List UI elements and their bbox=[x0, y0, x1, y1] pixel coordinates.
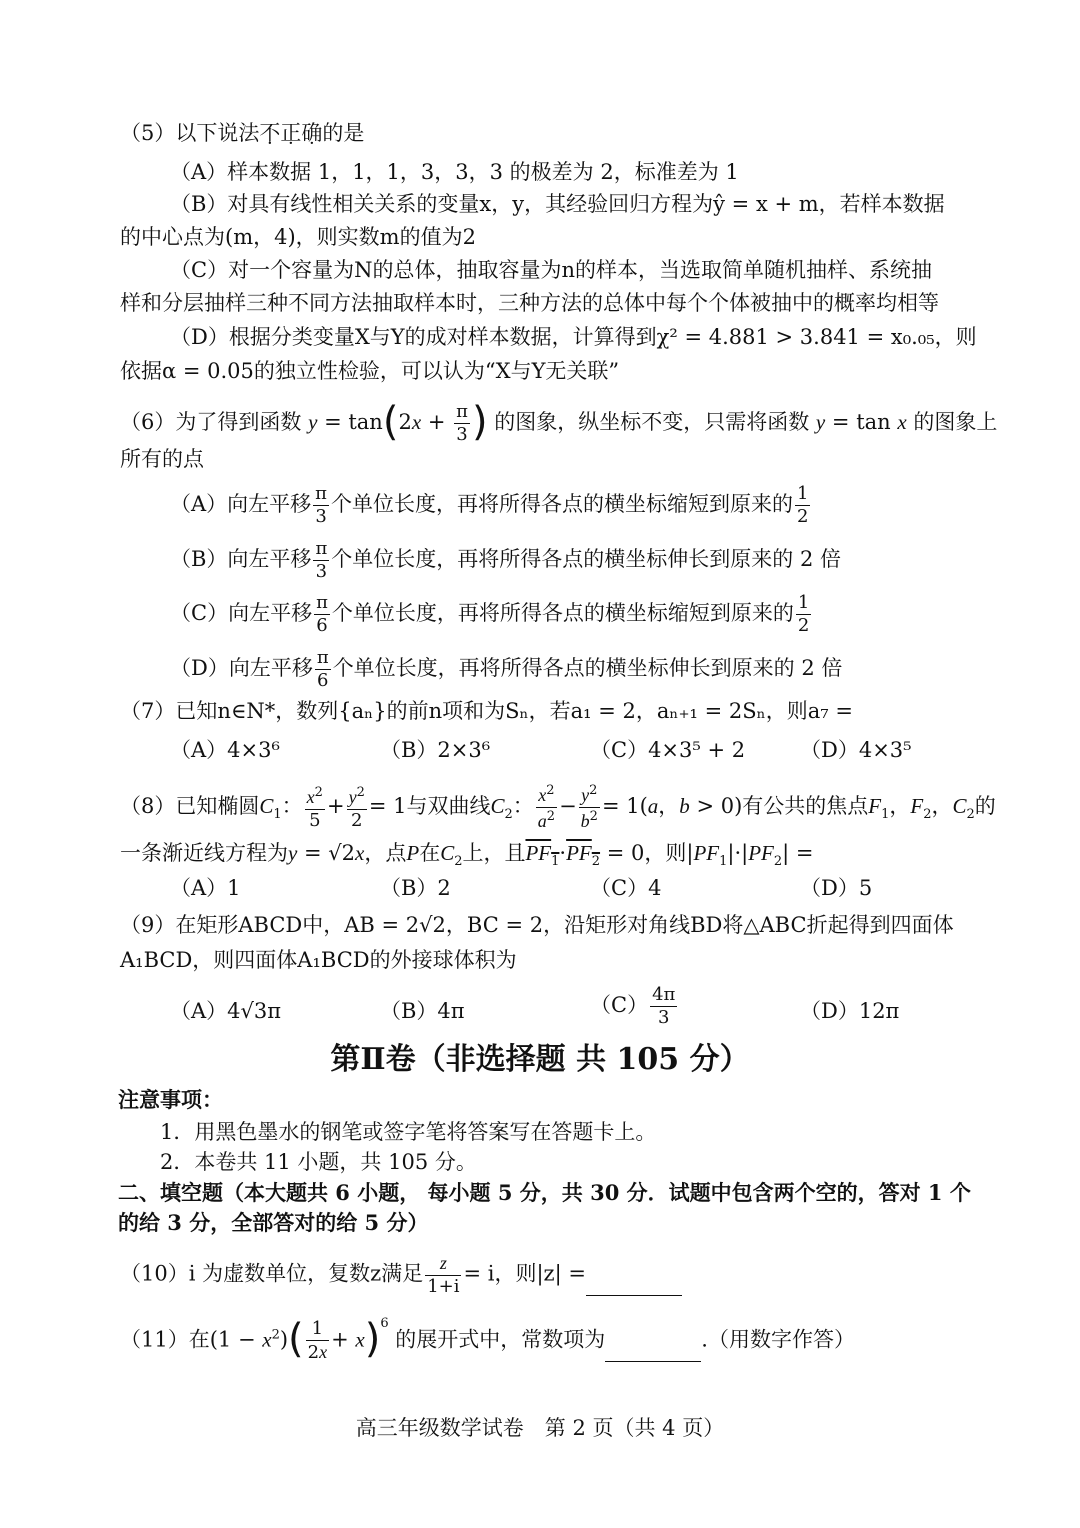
q5-stem: （5）以下说法不正确的是 bbox=[120, 121, 365, 145]
q9-option-c: （C） $\frac{4\pi}{3}$ bbox=[590, 984, 676, 1028]
section-fill-in-line2: 的给 3 分，全部答对的给 5 分） bbox=[118, 1210, 429, 1235]
part2-title: 第Ⅱ卷（非选择题 共 105 分） bbox=[330, 1042, 750, 1077]
q6-stem-line2: 所有的点 bbox=[120, 447, 204, 471]
q6-option-c: （C）向左平移 $\frac{\pi}{6}$ 个单位长度，再将所得各点的横坐标缩短到原来的 $\frac{1}{2}$ bbox=[170, 592, 810, 636]
notice-heading: 注意事项： bbox=[118, 1087, 223, 1112]
q10-answer-blank bbox=[586, 1275, 682, 1296]
q6-stem: （6）为了得到函数 y = tan(2x + $\frac{\pi}{3}$ ) 的图象，纵坐标不变，只需将函数 y = tan x 的图象上 bbox=[120, 398, 998, 445]
q8-option-d: （D）5 bbox=[800, 876, 873, 900]
q5-option-b-line1: （B）对具有线性相关关系的变量x，y，其经验回归方程为ŷ = x + m，若样本数据 bbox=[170, 192, 945, 216]
q9-stem-line2: A₁BCD，则四面体A₁BCD的外接球体积为 bbox=[120, 948, 517, 972]
q5-option-d-line2: 依据α = 0.05的独立性检验，可以认为“X与Y无关联” bbox=[120, 359, 620, 383]
q9-option-b: （B）4π bbox=[380, 999, 465, 1023]
q5-option-b-line2: 的中心点为(m，4)，则实数m的值为2 bbox=[120, 225, 476, 249]
q5-option-c-line1: （C）对一个容量为N的总体，抽取容量为n的样本，当选取简单随机抽样、系统抽 bbox=[170, 258, 932, 282]
q8-option-b: （B）2 bbox=[380, 876, 451, 900]
q5-option-a: （A）样本数据 1，1，1，3，3，3 的极差为 2，标准差为 1 bbox=[170, 160, 739, 184]
q11-stem: （11）在$(1 - x^2)$( $\frac{1}{2x}$ + x)$^6$ 的展开式中，常数项为 .（用数字作答） bbox=[120, 1315, 855, 1363]
q8-stem-line2: 一条渐近线方程为y = √2x，点P在$C_2$上，且$PF_1\cdot PF_2 = 0$，则$|PF_1|\cdot|PF_2|$ = bbox=[120, 841, 814, 870]
q7-option-d: （D）4×3⁵ bbox=[800, 738, 912, 762]
notice-item-1: 1．用黑色墨水的钢笔或签字笔将答案写在答题卡上。 bbox=[160, 1120, 657, 1144]
notice-item-2: 2．本卷共 11 小题，共 105 分。 bbox=[160, 1150, 477, 1174]
q9-option-a: （A）4√3π bbox=[170, 999, 282, 1023]
q7-option-b: （B）2×3⁶ bbox=[380, 738, 491, 762]
section-fill-in-line1: 二、填空题（本大题共 6 小题， 每小题 5 分，共 30 分．试题中包含两个空的，答对 1 个 bbox=[118, 1180, 971, 1205]
q9-option-d: （D）12π bbox=[800, 999, 900, 1023]
q10-stem: （10）i 为虚数单位，复数z满足 $\frac{z}{1+i}$ = i，则|z| = bbox=[120, 1254, 682, 1296]
q6-option-a: （A）向左平移 $\frac{\pi}{3}$ 个单位长度，再将所得各点的横坐标缩短到原来的 $\frac{1}{2}$ bbox=[170, 483, 809, 527]
q6-option-b: （B）向左平移 $\frac{\pi}{3}$ 个单位长度，再将所得各点的横坐标伸长到原来的 2 倍 bbox=[170, 538, 841, 582]
q8-option-c: （C）4 bbox=[590, 876, 662, 900]
q11-answer-blank bbox=[605, 1341, 701, 1362]
q7-option-c: （C）4×3⁵ + 2 bbox=[590, 738, 746, 762]
q7-stem: （7）已知n∈N*，数列{aₙ}的前n项和为Sₙ，若a₁ = 2，aₙ₊₁ = 2Sₙ，则a₇ = bbox=[120, 699, 853, 723]
q7-option-a: （A）4×3⁶ bbox=[170, 738, 280, 762]
q5-option-c-line2: 样和分层抽样三种不同方法抽取样本时，三种方法的总体中每个个体被抽中的概率均相等 bbox=[120, 291, 939, 315]
page-footer: 高三年级数学试卷 第 2 页（共 4 页） bbox=[355, 1416, 725, 1440]
q8-stem-line1: （8）已知椭圆$C_1$： $\frac{x^2}{5}$ + $\frac{y^2}{2}$ = 1与双曲线$C_2$： $\frac{x^2}{a^2}$ − $\frac{y^2}{b^2}$ = 1(a，b > 0)有公共的焦点$F_1$，$F_2$，$C_2$的 bbox=[120, 783, 996, 831]
q8-option-a: （A）1 bbox=[170, 876, 241, 900]
q9-stem-line1: （9）在矩形ABCD中，AB = 2√2，BC = 2，沿矩形对角线BD将△ABC折起得到四面体 bbox=[120, 913, 954, 937]
q6-option-d: （D）向左平移 $\frac{\pi}{6}$ 个单位长度，再将所得各点的横坐标伸长到原来的 2 倍 bbox=[170, 647, 843, 691]
q5-option-d-line1: （D）根据分类变量X与Y的成对样本数据，计算得到χ² = 4.881 > 3.841 = x₀.₀₅，则 bbox=[170, 325, 977, 349]
